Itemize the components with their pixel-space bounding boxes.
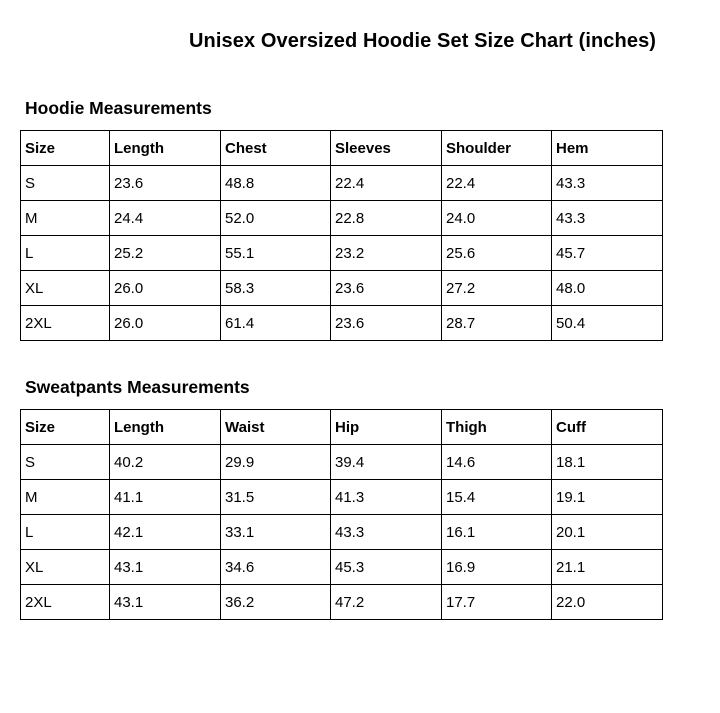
table-cell: 2XL xyxy=(21,585,110,620)
page-title: Unisex Oversized Hoodie Set Size Chart (inches) xyxy=(189,30,657,52)
table-cell: 26.0 xyxy=(110,306,221,341)
table-cell: 29.9 xyxy=(221,445,331,480)
hoodie-section-title: Hoodie Measurements xyxy=(25,98,212,118)
table-cell: 43.1 xyxy=(110,550,221,585)
table-cell: 50.4 xyxy=(552,306,663,341)
table-cell: 23.6 xyxy=(110,166,221,201)
table-cell: 43.1 xyxy=(110,585,221,620)
table-row xyxy=(21,271,663,306)
table-row xyxy=(21,236,663,271)
table-cell: 58.3 xyxy=(221,271,331,306)
table-row xyxy=(21,585,663,620)
table-cell: 27.2 xyxy=(442,271,552,306)
table-cell: XL xyxy=(21,550,110,585)
table-cell: 61.4 xyxy=(221,306,331,341)
table-cell: 48.0 xyxy=(552,271,663,306)
table-cell: 43.3 xyxy=(331,515,442,550)
table-cell: 22.0 xyxy=(552,585,663,620)
table-header-row xyxy=(21,131,663,166)
table-cell: 26.0 xyxy=(110,271,221,306)
table-row xyxy=(21,515,663,550)
table-cell: 24.4 xyxy=(110,201,221,236)
table-cell: M xyxy=(21,480,110,515)
column-header: Hip xyxy=(331,410,442,445)
table-cell: 45.7 xyxy=(552,236,663,271)
table-cell: 22.4 xyxy=(331,166,442,201)
table-cell: 24.0 xyxy=(442,201,552,236)
table-cell: 19.1 xyxy=(552,480,663,515)
table-cell: 17.7 xyxy=(442,585,552,620)
table-cell: S xyxy=(21,166,110,201)
table-cell: 23.2 xyxy=(331,236,442,271)
column-header: Shoulder xyxy=(442,131,552,166)
table-row xyxy=(21,201,663,236)
column-header: Waist xyxy=(221,410,331,445)
table-row xyxy=(21,166,663,201)
column-header: Chest xyxy=(221,131,331,166)
table-cell: 48.8 xyxy=(221,166,331,201)
table-row xyxy=(21,306,663,341)
table-cell: 25.6 xyxy=(442,236,552,271)
table-cell: 21.1 xyxy=(552,550,663,585)
table-cell: 14.6 xyxy=(442,445,552,480)
table-cell: 47.2 xyxy=(331,585,442,620)
column-header: Length xyxy=(110,131,221,166)
table-cell: 16.9 xyxy=(442,550,552,585)
table-cell: 23.6 xyxy=(331,306,442,341)
table-cell: 25.2 xyxy=(110,236,221,271)
column-header: Thigh xyxy=(442,410,552,445)
sweatpants-section-title: Sweatpants Measurements xyxy=(25,377,250,397)
table-cell: 52.0 xyxy=(221,201,331,236)
column-header: Sleeves xyxy=(331,131,442,166)
table-cell: 33.1 xyxy=(221,515,331,550)
table-cell: 41.3 xyxy=(331,480,442,515)
table-row xyxy=(21,445,663,480)
table-cell: L xyxy=(21,515,110,550)
table-cell: 43.3 xyxy=(552,201,663,236)
table-cell: 45.3 xyxy=(331,550,442,585)
table-cell: 41.1 xyxy=(110,480,221,515)
table-cell: 31.5 xyxy=(221,480,331,515)
table-cell: 23.6 xyxy=(331,271,442,306)
table-cell: 43.3 xyxy=(552,166,663,201)
table-header-row xyxy=(21,410,663,445)
table-cell: 42.1 xyxy=(110,515,221,550)
table-cell: 18.1 xyxy=(552,445,663,480)
table-cell: 16.1 xyxy=(442,515,552,550)
table-cell: 22.4 xyxy=(442,166,552,201)
column-header: Cuff xyxy=(552,410,663,445)
table-cell: XL xyxy=(21,271,110,306)
table-cell: 22.8 xyxy=(331,201,442,236)
table-row xyxy=(21,480,663,515)
table-cell: 2XL xyxy=(21,306,110,341)
table-cell: 36.2 xyxy=(221,585,331,620)
column-header: Size xyxy=(21,410,110,445)
table-cell: 28.7 xyxy=(442,306,552,341)
table-cell: 39.4 xyxy=(331,445,442,480)
table-row xyxy=(21,550,663,585)
table-cell: M xyxy=(21,201,110,236)
table-cell: 15.4 xyxy=(442,480,552,515)
table-cell: 40.2 xyxy=(110,445,221,480)
column-header: Length xyxy=(110,410,221,445)
column-header: Hem xyxy=(552,131,663,166)
table-cell: S xyxy=(21,445,110,480)
column-header: Size xyxy=(21,131,110,166)
table-cell: 20.1 xyxy=(552,515,663,550)
table-cell: 34.6 xyxy=(221,550,331,585)
hoodie-measurements-table xyxy=(20,130,663,341)
sweatpants-measurements-table xyxy=(20,409,663,620)
table-cell: 55.1 xyxy=(221,236,331,271)
table-cell: L xyxy=(21,236,110,271)
